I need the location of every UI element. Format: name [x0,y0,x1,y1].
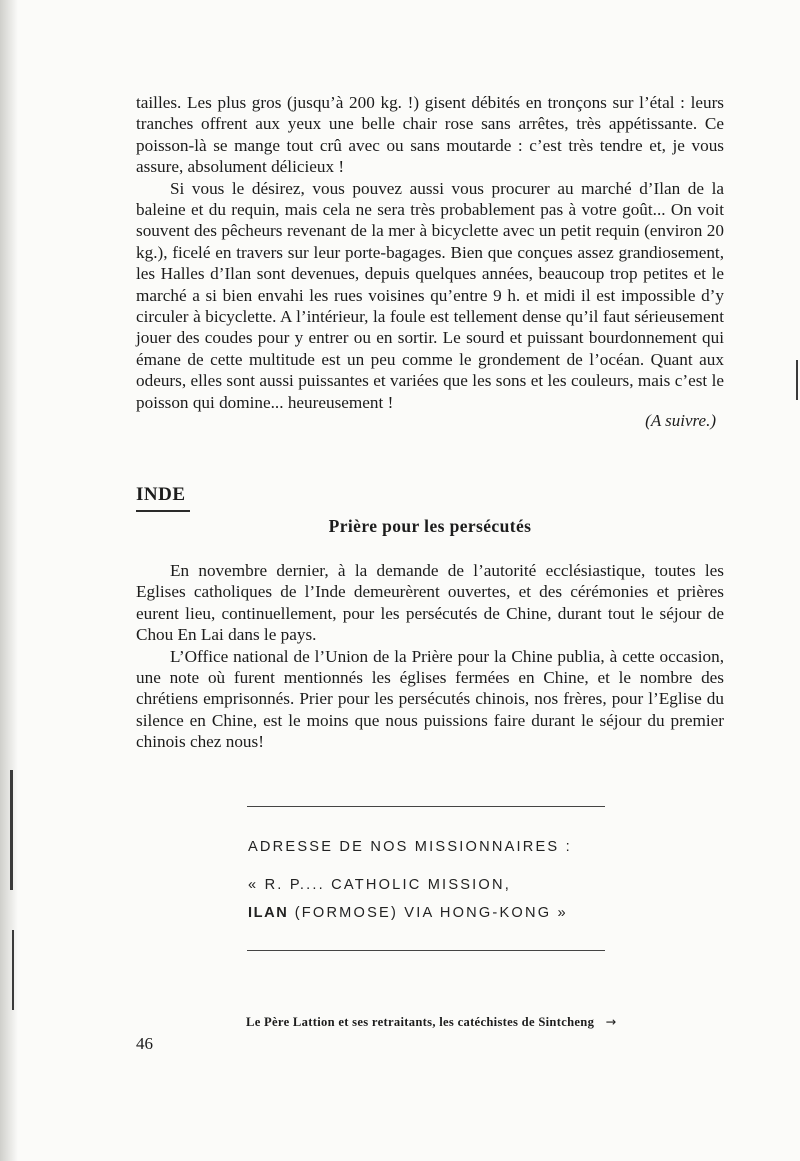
paragraph-1: tailles. Les plus gros (jusqu’à 200 kg. !) gisent débités en tronçons sur l’étal : leurs tranches offrent aux yeux une belle chair rose sans arrêtes, très appétissante. Ce poisson-là se mange tout crû avec ou sans moutarde : c’est très tendre et, je vous assure, absolument délicieux ! [136,93,724,177]
page-number: 46 [136,1034,153,1053]
address-line-2-rest: (FORMOSE) VIA HONG-KONG » [294,905,568,921]
section-heading: INDE [136,484,186,505]
address-top-rule [247,806,605,807]
scan-artifact-mark [796,360,798,400]
scan-edge-shadow [0,0,18,1161]
address-line-1: « R. P.... CATHOLIC MISSION, [248,877,511,893]
address-heading: ADRESSE DE NOS MISSIONNAIRES : [248,839,572,855]
address-bottom-rule [247,950,605,951]
text-block-top [136,92,724,431]
article-body [136,560,724,753]
scan-artifact-mark [10,770,13,890]
article-title: Prière pour les persécutés [328,516,532,536]
paragraph-3: En novembre dernier, à la demande de l’autorité ecclésiastique, toutes les Eglises catholiques de l’Inde demeurèrent ouvertes, et des cérémonies et prières eurent lieu, continuellement, pour les persécutés de Chine, durant tout le séjour de Chou En Lai dans le pays. [136,561,724,645]
to-be-continued: (A suivre.) [645,411,716,431]
paragraph-4: L’Office national de l’Union de la Prière pour la Chine publia, à cette occasion, une note où furent mentionnés les églises fermées en Chine, et le nombre des chrétiens emprisonnés. Prier pour les persécutés chinois, nos frères, pour l’Eglise du silence en Chine, est le moins que nous puissions faire durant le séjour du premier chinois chez nous! [136,646,724,752]
scan-artifact-mark [12,930,14,1010]
arrow-right-icon: → [605,1014,617,1029]
section-underline [136,510,190,512]
address-line-2 [248,905,568,921]
address-city: ILAN [248,905,289,921]
photo-caption [246,1014,617,1030]
paragraph-2: Si vous le désirez, vous pouvez aussi vous procurer au marché d’Ilan de la baleine et du requin, mais cela ne sera très probablement pas à votre goût... On voit souvent des pêcheurs revenant de la mer à bicyclette avec un petit requin (environ 20 kg.), ficelé en travers sur leur porte-bagages. Bien que conçues assez grandiosement, les Halles d’Ilan sont devenues, depuis quelques années, beaucoup trop petites et le marché a si bien envahi les rues voisines qu’entre 9 h. et midi il est impossible d’y circuler à bicyclette. A l’intérieur, la foule est tellement dense qu’il faut sérieusement jouer des coudes pour y entrer ou en sortir. Le sourd et puissant bourdonnement qui émane de cette multitude est un peu comme le grondement de l’océan. Quant aux odeurs, elles sont aussi puissantes et variées que les sons et les couleurs, mais c’est le poisson qui domine... heureusement ! [136,178,724,412]
caption-text: Le Père Lattion et ses retraitants, les catéchistes de Sintcheng [246,1015,595,1029]
